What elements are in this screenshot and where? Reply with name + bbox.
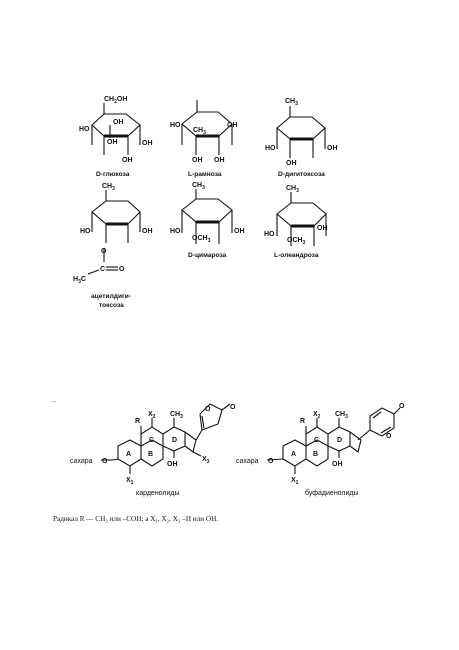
cardenolide-x3-label: X bbox=[202, 456, 207, 463]
acetyl-caption-line1: ацетилдиги- bbox=[91, 293, 132, 300]
svg-text:CH2OH: $CH_2OH$ bbox=[104, 96, 128, 105]
bufadienolide-x2-label: X bbox=[313, 411, 318, 418]
svg-text:CH3: $CH_3$ bbox=[286, 185, 299, 194]
cymarose-ho-label: HO bbox=[170, 228, 181, 235]
cymarose-caption: D-цимароза bbox=[188, 252, 227, 259]
bufadienolide-ch3-label: CH bbox=[335, 411, 346, 418]
cardenolide-structure bbox=[70, 404, 236, 497]
cardenolide-x1-label: X bbox=[126, 477, 131, 484]
bufadienolide-ring-b: B bbox=[313, 451, 319, 458]
rhamnose-structure bbox=[170, 100, 238, 178]
cardenolide-ring-d: D bbox=[172, 437, 178, 444]
glucose-caption: D-глюкоза bbox=[96, 171, 130, 178]
cardenolide-sugar-o: O bbox=[102, 458, 108, 465]
bufadienolide-oh-label: OH bbox=[332, 461, 343, 468]
svg-text:CH3: $CH_3$ bbox=[102, 183, 115, 192]
bufadienolide-ring-c: C bbox=[314, 437, 320, 444]
glucose-ch2-label: CH bbox=[104, 96, 115, 103]
svg-text:X3: $X_3$ bbox=[202, 456, 210, 465]
acetyl-caption-line2: токсоза bbox=[99, 302, 124, 309]
glucose-structure bbox=[79, 96, 153, 178]
bufadienolide-ring-d: D bbox=[337, 437, 343, 444]
cardenolide-r-label: R bbox=[135, 418, 141, 425]
oleandrose-ch3-label: CH bbox=[286, 185, 297, 192]
svg-text:CH3: $CH_3$ bbox=[193, 127, 206, 136]
oleandrose-oh-right: OH bbox=[317, 225, 328, 232]
svg-text:CH3: $CH_3$ bbox=[192, 182, 205, 191]
acetyl-ester-o: O bbox=[101, 248, 107, 255]
rhamnose-ch3-label: CH bbox=[193, 127, 204, 134]
digitoxose-caption: D-дигитоксоза bbox=[278, 171, 325, 178]
cardenolide-lactone-o2: O bbox=[230, 404, 236, 411]
glucose-oh-bottom: OH bbox=[122, 157, 133, 164]
cardenolide-ring-c: C bbox=[149, 437, 155, 444]
svg-text:H3C: $H_3C$ bbox=[73, 276, 86, 285]
digitoxose-ho-label: HO bbox=[265, 145, 276, 152]
glucose-oh-inner: OH bbox=[107, 139, 118, 146]
cymarose-ch3-label: CH bbox=[192, 182, 203, 189]
svg-text:CH3: $CH_3$ bbox=[285, 98, 298, 107]
rhamnose-ho-label: HO bbox=[170, 122, 181, 129]
cardenolide-x2-label: X bbox=[148, 411, 153, 418]
cymarose-structure bbox=[170, 182, 245, 259]
acetyl-methyl-label: H bbox=[73, 276, 79, 283]
cardenolide-ch3-label: CH bbox=[170, 411, 181, 418]
svg-text:X2: $X_2$ bbox=[313, 411, 321, 420]
svg-text:OCH3: $OCH_3$ bbox=[192, 235, 211, 244]
glucose-ho-left: HO bbox=[79, 126, 90, 133]
radical-footnote: Радикал R — CH₃ или –COH; а X₁, X₂, X₃ –H или OH. bbox=[53, 515, 219, 523]
cardenolide-ring-a: A bbox=[126, 451, 132, 458]
section-marker: .. bbox=[52, 397, 56, 404]
rhamnose-caption: L-рамноза bbox=[188, 171, 222, 178]
digitoxose-oh-bottom: OH bbox=[286, 160, 297, 167]
rhamnose-oh-bottom-right: OH bbox=[214, 157, 225, 164]
cardenolide-caption: карденолиды bbox=[136, 490, 180, 497]
oleandrose-och3-label: OCH bbox=[287, 237, 303, 244]
bufadienolide-ring-o: O bbox=[386, 433, 392, 440]
cardenolide-lactone-o1: O bbox=[205, 406, 211, 413]
svg-text:X1: $X_1$ bbox=[126, 477, 134, 486]
bufadienolide-ring-a: A bbox=[291, 451, 297, 458]
bufadienolide-x1-label: X bbox=[291, 477, 296, 484]
glucose-oh-upper: OH bbox=[113, 119, 124, 126]
bufadienolide-r-label: R bbox=[300, 418, 306, 425]
acetyldigitoxose-structure bbox=[73, 183, 153, 309]
acetyl-ch3-top-label: CH bbox=[102, 183, 113, 190]
bufadienolide-sugar-label: сахара bbox=[236, 458, 259, 465]
acetyl-carbonyl-o: O bbox=[119, 266, 125, 273]
acetyl-oh-right: OH bbox=[142, 228, 153, 235]
svg-text:OCH3: $OCH_3$ bbox=[287, 237, 306, 246]
cardenolide-oh-label: OH bbox=[167, 461, 178, 468]
digitoxose-ch3-label: CH bbox=[285, 98, 296, 105]
svg-text:CH3: $CH_3$ bbox=[170, 411, 183, 420]
bufadienolide-carbonyl-o: O bbox=[399, 403, 405, 410]
svg-text:X2: $X_2$ bbox=[148, 411, 156, 420]
cardenolide-sugar-label: сахара bbox=[70, 458, 93, 465]
digitoxose-structure bbox=[265, 98, 338, 178]
oleandrose-structure bbox=[264, 185, 328, 259]
digitoxose-oh-right: OH bbox=[327, 145, 338, 152]
glucose-oh-right: OH bbox=[142, 140, 153, 147]
bufadienolide-structure bbox=[236, 403, 405, 497]
rhamnose-oh-bottom-left: OH bbox=[192, 157, 203, 164]
cymarose-och3-label: OCH bbox=[192, 235, 208, 242]
cymarose-oh-right: OH bbox=[234, 228, 245, 235]
oleandrose-caption: L-олеандроза bbox=[274, 252, 319, 259]
acetyl-carbonyl-c: C bbox=[100, 266, 106, 273]
acetyl-ho-label: HO bbox=[80, 228, 91, 235]
rhamnose-oh-right: OH bbox=[227, 122, 238, 129]
svg-text:CH3: $CH_3$ bbox=[335, 411, 348, 420]
bufadienolide-sugar-o: O bbox=[268, 458, 274, 465]
bufadienolide-caption: буфадиенолиды bbox=[305, 490, 359, 497]
cardenolide-ring-b: B bbox=[148, 451, 154, 458]
svg-text:X1: $X_1$ bbox=[291, 477, 299, 486]
oleandrose-ho-label: HO bbox=[264, 231, 275, 238]
